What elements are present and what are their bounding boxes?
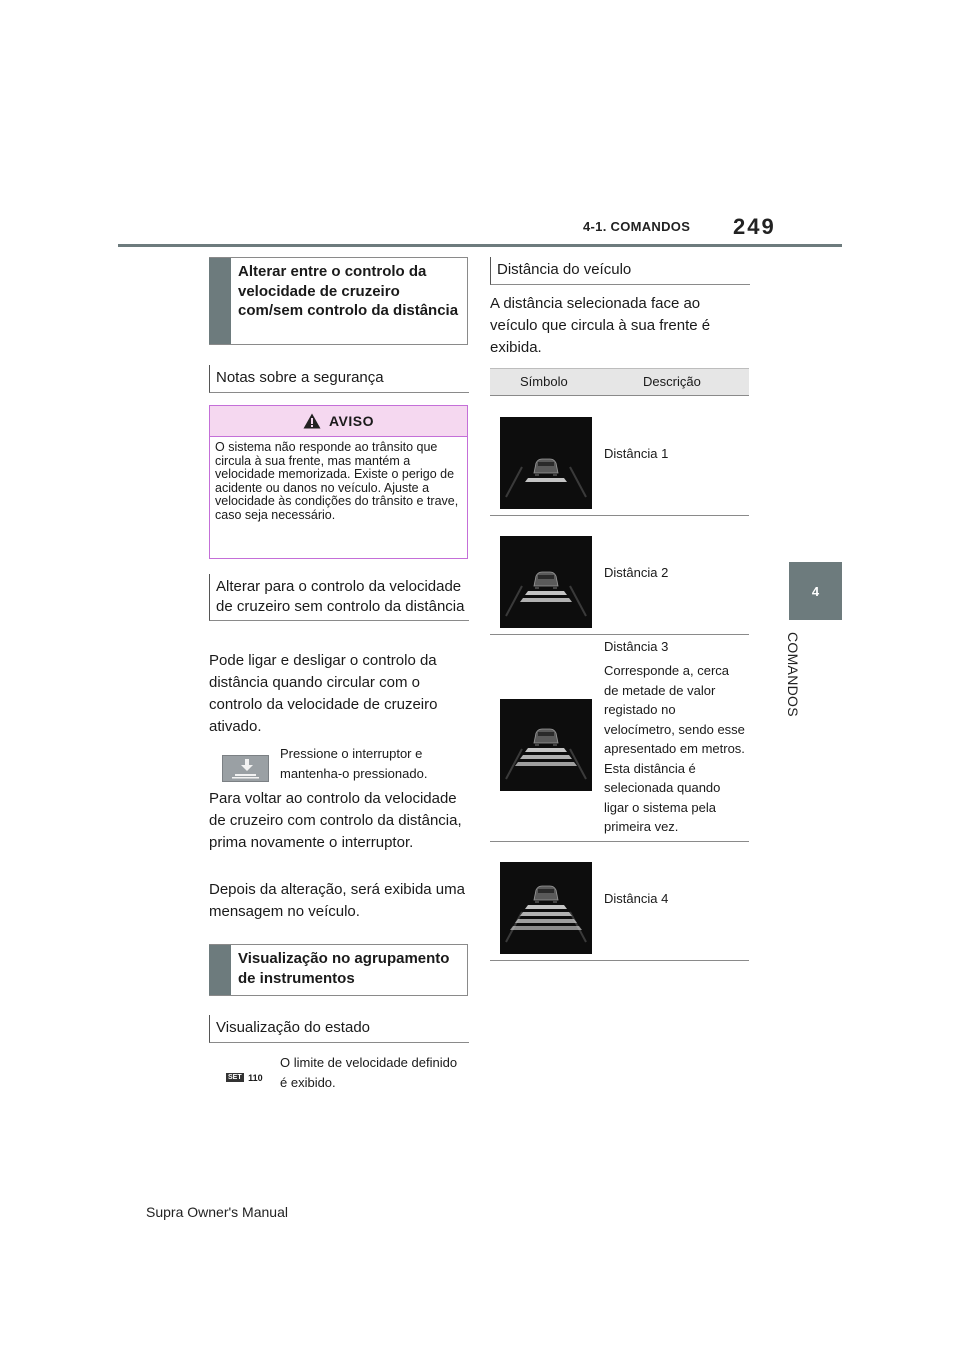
heading-accent-bar <box>209 258 231 344</box>
change-mode-title: Alterar para o controlo da velocidade de cruzeiro sem controlo da distância <box>209 574 469 621</box>
car-icon <box>534 459 558 476</box>
distance-1-label: Distância 1 <box>604 446 669 461</box>
distance-3-symbol <box>500 699 592 791</box>
heading-instrument-display <box>209 944 468 996</box>
col-description: Descrição <box>643 374 701 389</box>
distance-bar <box>525 905 567 909</box>
chapter-tab[interactable] <box>789 562 842 620</box>
warning-triangle-icon <box>303 413 321 429</box>
car-icon <box>534 729 558 746</box>
status-display-title: Visualização do estado <box>209 1015 469 1043</box>
header-rule <box>118 244 842 247</box>
chapter-label: COMANDOS <box>785 632 801 717</box>
row-divider <box>490 841 749 842</box>
status-caption: O limite de velocidade definido é exibido. <box>280 1055 458 1090</box>
distance-paragraph: A distância selecionada face ao veículo que circula à sua frente é exibida. <box>490 295 711 356</box>
car-icon <box>534 572 558 589</box>
distance-4-label: Distância 4 <box>604 891 669 906</box>
safety-notes-title: Notas sobre a segurança <box>209 365 469 393</box>
distance-bar <box>525 478 567 482</box>
distance-bar <box>525 591 567 595</box>
footer-text: Supra Owner's Manual <box>146 1204 288 1220</box>
distance-1-symbol <box>500 417 592 509</box>
distance-3-note: Corresponde a, cerca de metade de valor registado no velocímetro, sendo esse apresentado em metros. Esta distância é selecionada quando ligar o sistema pela primeira vez. <box>604 663 745 834</box>
section-title: 4-1. COMANDOS <box>583 219 691 234</box>
warning-text: O sistema não responde ao trânsito que circula à sua frente, mas mantém a velocidade memorizada. Existe o perigo de acidente ou danos no veículo. Ajuste a velocidade às condições do trânsito e trave, caso seja necessário. <box>215 440 459 522</box>
distance-bar <box>515 919 577 923</box>
table-header <box>490 368 749 396</box>
paragraph-toggle: Pode ligar e desligar o controlo da distância quando circular com o controlo da velocidade de cruzeiro ativado. <box>209 652 438 735</box>
distance-2-label: Distância 2 <box>604 565 669 580</box>
heading-accent-bar <box>209 945 231 995</box>
distance-bar <box>525 748 567 752</box>
paragraph-return: Para voltar ao controlo da velocidade de cruzeiro com controlo da distância, prima novamente o interruptor. <box>209 790 462 851</box>
row-divider <box>490 515 749 516</box>
set-speed-icon <box>226 1069 263 1087</box>
page-number: 249 <box>733 214 776 239</box>
set-badge: SET <box>228 1074 242 1082</box>
heading-switch-text: Alterar entre o controlo da velocidade de cruzeiro com/sem controlo da distância <box>238 263 459 319</box>
distance-bar <box>515 762 577 766</box>
row-divider <box>490 960 749 961</box>
distance-4-symbol <box>500 862 592 954</box>
col-symbol: Símbolo <box>520 374 568 389</box>
chapter-label-wrap <box>782 632 802 732</box>
distance-bar <box>510 926 582 930</box>
warning-title: AVISO <box>328 413 375 429</box>
vehicle-distance-title: Distância do veículo <box>490 257 750 285</box>
distance-3-label: Distância 3 <box>604 639 669 654</box>
distance-bar <box>520 912 572 916</box>
distance-bar <box>520 755 572 759</box>
warning-header <box>210 406 467 437</box>
heading-switch-mode <box>209 257 468 345</box>
set-value: 110 <box>248 1072 263 1083</box>
paragraph-message: Depois da alteração, será exibida uma mensagem no veículo. <box>209 881 465 920</box>
heading-display-text: Visualização no agrupamento de instrumentos <box>238 950 450 987</box>
warning-box <box>209 405 468 559</box>
distance-2-symbol <box>500 536 592 628</box>
distance-switch-icon <box>222 755 269 782</box>
switch-caption: Pressione o interruptor e mantenha-o pressionado. <box>280 746 428 781</box>
car-icon <box>534 886 558 903</box>
chapter-number: 4 <box>811 583 820 599</box>
distance-bar <box>520 598 572 602</box>
row-divider <box>490 634 749 635</box>
